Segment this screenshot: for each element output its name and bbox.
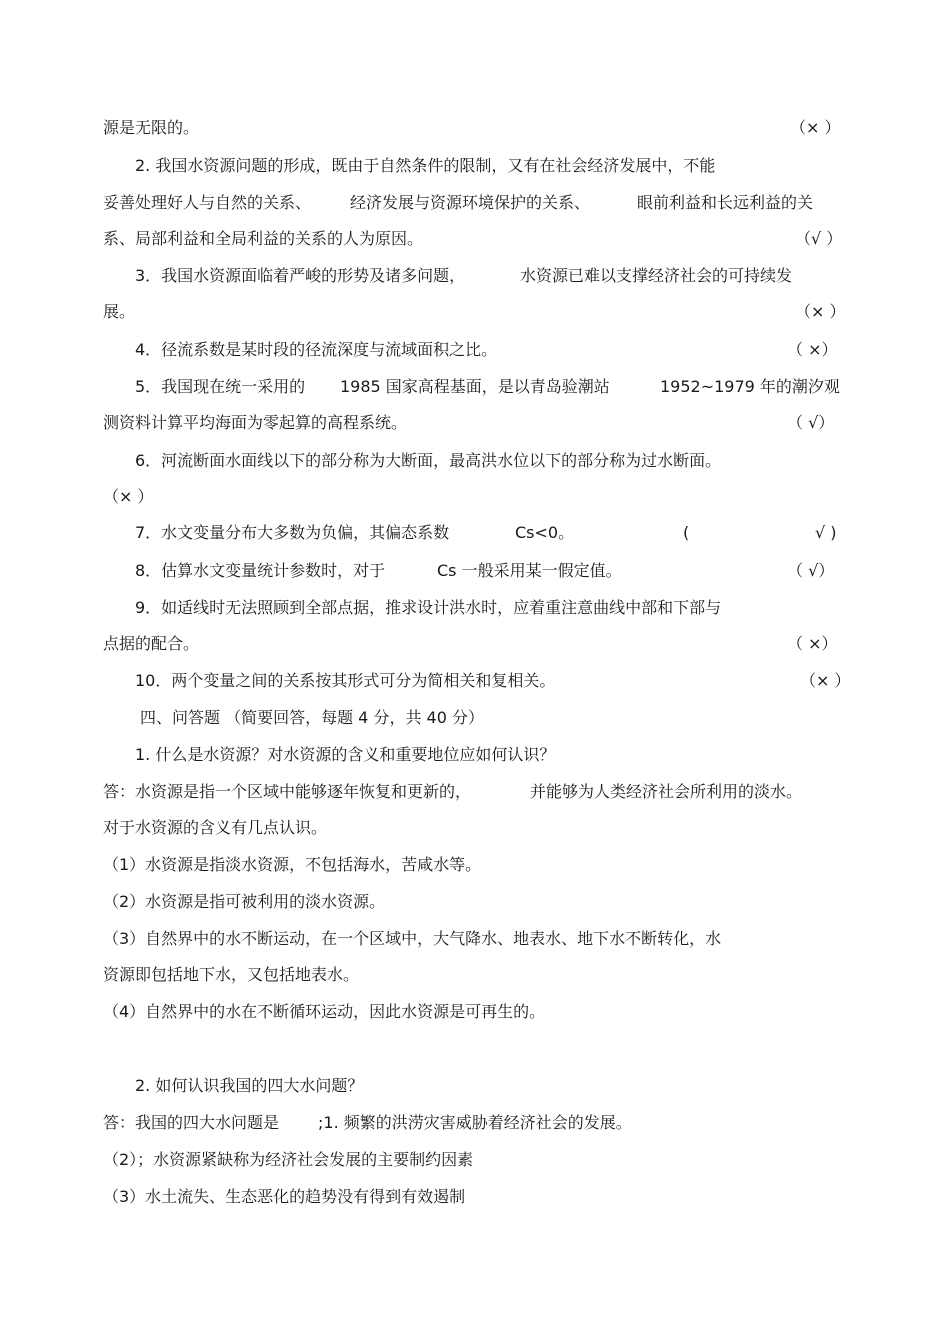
q8-answer-mark: （ √） (787, 561, 835, 580)
q8-text1: 8．估算水文变量统计参数时，对于 (135, 561, 386, 580)
q2-line2b: 经济发展与资源环境保护的关系、 (350, 193, 591, 212)
q5-line2: 测资料计算平均海面为零起算的高程系统。 (103, 413, 408, 432)
q3-line2: 展。 (103, 302, 136, 321)
q9-line1: 9．如适线时无法照顾到全部点据，推求设计洪水时，应着重注意曲线中部和下部与 (135, 598, 722, 617)
q5-answer-mark: （ √） (787, 413, 835, 432)
q7-text: 7．水文变量分布大多数为负偏，其偏态系数 (135, 523, 450, 542)
q4-text: 4．径流系数是某时段的径流深度与流域面积之比。 (135, 340, 498, 359)
q4-answer-mark: （ ×） (787, 340, 838, 359)
q2-line1: 2. 我国水资源问题的形成，既由于自然条件的限制，又有在社会经济发展中，不能 (135, 156, 716, 175)
qa2-point-3: （3）水土流失、生态恶化的趋势没有得到有效遏制 (103, 1187, 466, 1206)
q3-answer-mark: （× ） (795, 302, 846, 321)
q2-answer-mark: （√ ） (795, 229, 843, 248)
qa2-point-2: （2）；水资源紧缺称为经济社会发展的主要制约因素 (103, 1150, 474, 1169)
q6-line1: 6．河流断面水面线以下的部分称为大断面，最高洪水位以下的部分称为过水断面。 (135, 451, 722, 470)
qa2-question: 2. 如何认识我国的四大水问题？ (135, 1076, 364, 1095)
qa1-question: 1. 什么是水资源？对水资源的含义和重要地位应如何认识？ (135, 745, 556, 764)
q7-formula: Cs<0。 (515, 523, 575, 542)
q3-line1a: 3．我国水资源面临着严峻的形势及诸多问题， (135, 266, 466, 285)
q5-line1c: 1952~1979 年的潮汐观 (660, 377, 840, 396)
q2-line2c: 眼前利益和长远利益的关 (637, 193, 814, 212)
q3-line1b: 水资源已难以支撑经济社会的可持续发 (520, 266, 793, 285)
q2-line2a: 妥善处理好人与自然的关系、 (103, 193, 312, 212)
qa1-point-4: （4）自然界中的水在不断循环运动，因此水资源是可再生的。 (103, 1002, 546, 1021)
q7-answer-open: ( (683, 523, 690, 542)
qa1-answer-b: 并能够为人类经济社会所利用的淡水。 (530, 782, 803, 801)
qa1-point-3a: （3）自然界中的水不断运动，在一个区域中，大气降水、地表水、地下水不断转化，水 (103, 929, 722, 948)
q6-answer-mark: （× ） (103, 487, 154, 506)
q2-line3: 系、局部利益和全局利益的关系的人为原因。 (103, 229, 424, 248)
q10-answer-mark: （× ） (800, 671, 851, 690)
q7-answer-mark: √ ) (815, 523, 837, 542)
qa2-answer-a: 答：我国的四大水问题是 (103, 1113, 280, 1132)
q8-text2: Cs 一般采用某一假定值。 (437, 561, 622, 580)
qa1-point-2: （2）水资源是指可被利用的淡水资源。 (103, 892, 386, 911)
qa2-answer-b: ;1. 频繁的洪涝灾害威胁着经济社会的发展。 (318, 1113, 632, 1132)
section4-heading: 四、问答题 （简要回答，每题 4 分，共 40 分） (140, 708, 484, 727)
qa1-point-1: （1）水资源是指淡水资源，不包括海水，苦咸水等。 (103, 855, 482, 874)
q10-text: 10．两个变量之间的关系按其形式可分为简相关和复相关。 (135, 671, 556, 690)
qa1-answer-a: 答：水资源是指一个区域中能够逐年恢复和更新的， (103, 782, 472, 801)
q5-line1a: 5．我国现在统一采用的 (135, 377, 306, 396)
q1-tail: 源是无限的。 (103, 118, 200, 137)
qa1-point-3b: 资源即包括地下水，又包括地表水。 (103, 965, 360, 984)
q5-line1b: 1985 国家高程基面，是以青岛验潮站 (340, 377, 610, 396)
q1-answer-mark: （× ） (790, 118, 841, 137)
q9-answer-mark: （ ×） (787, 634, 838, 653)
qa1-intro: 对于水资源的含义有几点认识。 (103, 818, 328, 837)
q9-line2: 点据的配合。 (103, 634, 200, 653)
